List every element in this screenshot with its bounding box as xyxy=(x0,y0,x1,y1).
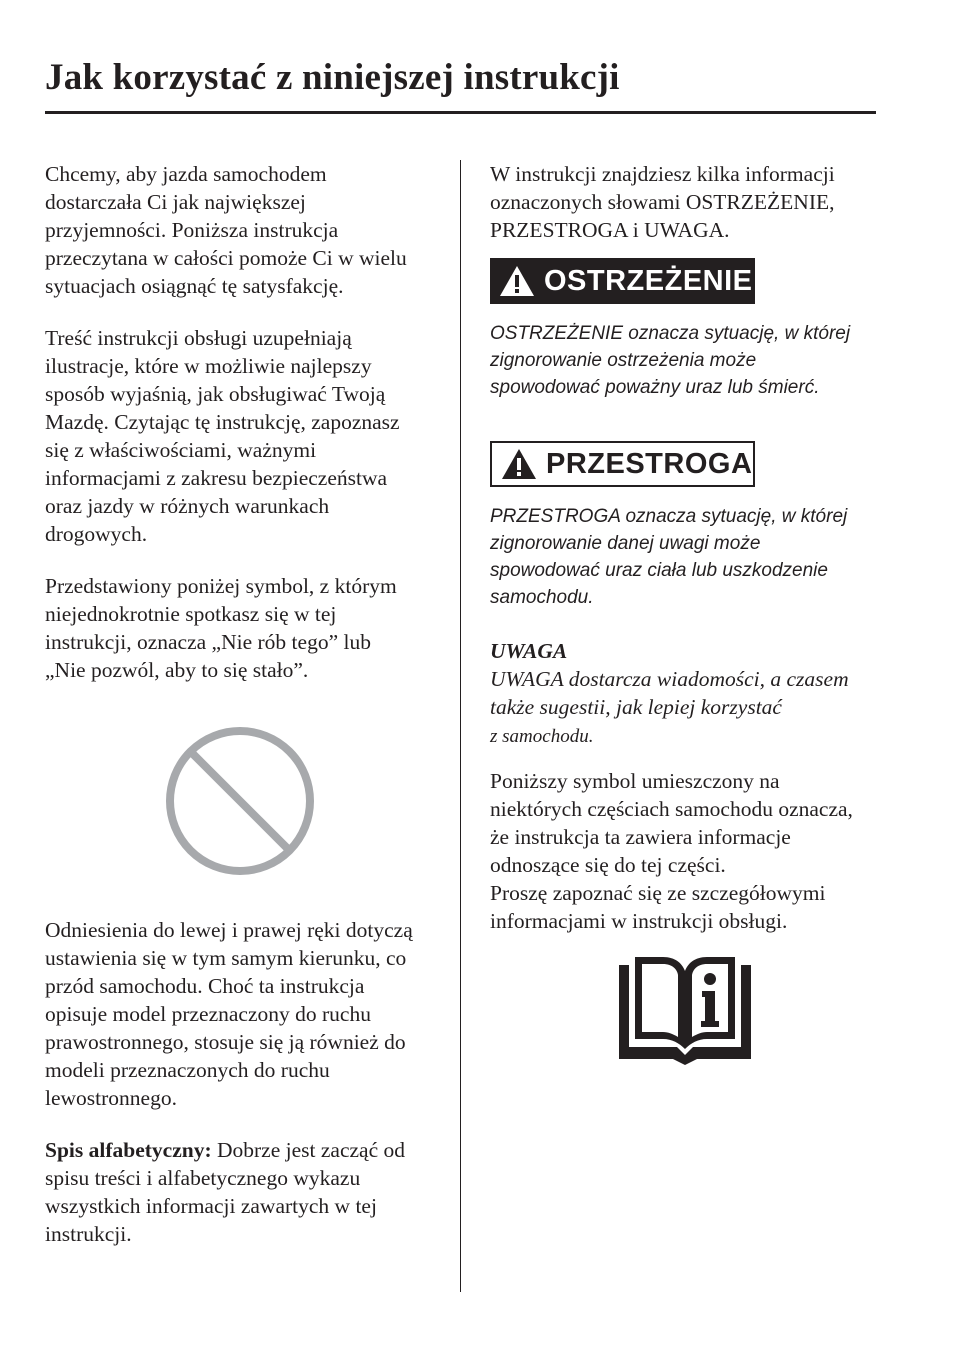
warning-description: OSTRZEŻENIE oznacza sytuację, w której zignorowanie ostrzeżenia może spowodować poważny uraz lub śmierć. xyxy=(490,323,851,398)
note-heading: UWAGA xyxy=(490,639,568,663)
intro-paragraph: Chcemy, aby jazda samochodem dostarczała Ci jak największej przyjemności. Poniższa instrukcja przeczytana w całości pomoże Ci w wielu sytuacjach osiągnąć tę satysfakcję. xyxy=(45,162,407,298)
right-column xyxy=(490,160,890,1066)
labels-intro: W instrukcji znajdziesz kilka informacji oznaczonych słowami OSTRZEŻENIE, PRZESTROGA i UWAGA. xyxy=(490,162,835,242)
caution-banner xyxy=(490,441,755,487)
warning-triangle-icon xyxy=(498,264,536,298)
manual-symbol-paragraph: Poniższy symbol umieszczony na niektórych częściach samochodu oznacza, że instrukcja ta zawiera informacje odnoszące się do tej części. Proszę zapoznać się ze szczegółowymi informacjami w instrukcji obsługi. xyxy=(490,769,853,933)
note-description: UWAGA dostarcza wiadomości, a czasem także sugestii, jak lepiej korzystać z samochodu. xyxy=(490,667,849,747)
prohibition-icon xyxy=(165,726,315,876)
caution-label: PRZESTROGA xyxy=(546,448,753,480)
index-paragraph: Spis alfabetyczny: Dobrze jest zacząć od spisu treści i alfabetycznego wykazu wszystkich informacji zawartych w tej instrukcji. xyxy=(45,1138,406,1246)
caution-description: PRZESTROGA oznacza sytuację, w której zignorowanie danej uwagi może spowodować uraz ciała lub uszkodzenie samochodu. xyxy=(490,506,848,608)
manual-book-icon xyxy=(615,951,755,1066)
left-column xyxy=(45,160,445,1248)
hand-reference-paragraph: Odniesienia do lewej i prawej ręki dotyczą ustawienia się w tym samym kierunku, co przód samochodu. Choć ta instrukcja opisuje model przeznaczony do ruchu prawostronnego, stosuje się ją również do modeli przeznaczonych do ruchu lewostronnego. xyxy=(45,918,413,1110)
warning-label: OSTRZEŻENIE xyxy=(544,265,753,297)
symbol-paragraph: Przedstawiony poniżej symbol, z którym niejednokrotnie spotkasz się w tej instrukcji, oznacza „Nie rób tego” lub „Nie pozwól, aby to się stało”. xyxy=(45,574,397,682)
column-divider xyxy=(460,160,461,1292)
illustrations-paragraph: Treść instrukcji obsługi uzupełniają ilustracje, które w możliwie najlepszy sposób wyjaśnią, jak obsługiwać Twoją Mazdę. Czytając tę instrukcję, zapoznasz się z właściwościami, ważnymi informacjami z zakresu bezpieczeństwa oraz jazdy w różnych warunkach drogowych. xyxy=(45,326,400,546)
warning-triangle-icon xyxy=(500,447,538,481)
index-label: Spis alfabetyczny: xyxy=(45,1138,212,1162)
warning-banner xyxy=(490,258,755,304)
title-rule xyxy=(45,111,876,114)
page-title: Jak korzystać z niniejszej instrukcji xyxy=(45,57,620,98)
